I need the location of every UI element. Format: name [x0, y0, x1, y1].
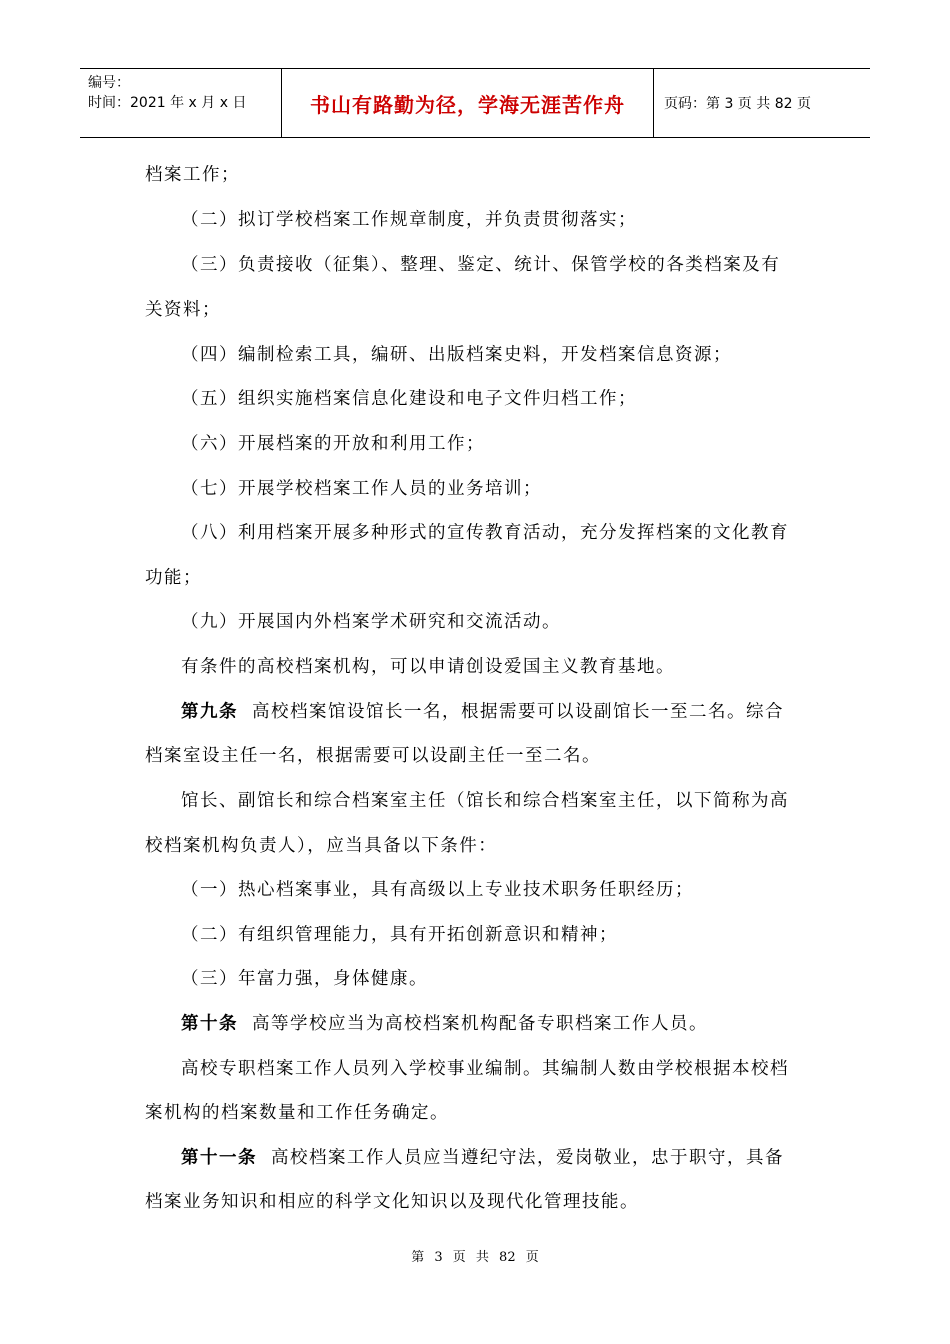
article-line — [181, 698, 784, 723]
page-info-text: 页码：第 3 页 共 82 页 — [664, 96, 811, 112]
paragraph-line: 关资料； — [145, 300, 221, 320]
paragraph-line: （一）热心档案事业，具有高级以上专业技术职务任职经历； — [181, 880, 694, 900]
paragraph-line: （九）开展国内外档案学术研究和交流活动。 — [181, 612, 561, 632]
header-meta — [80, 69, 282, 137]
paragraph-line: 案机构的档案数量和工作任务确定。 — [145, 1103, 449, 1123]
header-page-info — [654, 69, 870, 137]
paragraph-line: （五）组织实施档案信息化建设和电子文件归档工作； — [181, 389, 637, 409]
paragraph-line: 档案工作； — [145, 165, 240, 185]
article-9-text: 高校档案馆设馆长一名，根据需要可以设副馆长一至二名。综合 — [252, 702, 784, 722]
header-motto — [282, 69, 654, 137]
paragraph-line: 功能； — [145, 568, 202, 588]
paragraph-line: （四）编制检索工具，编研、出版档案史料，开发档案信息资源； — [181, 345, 732, 365]
paragraph-line: 馆长、副馆长和综合档案室主任（馆长和综合档案室主任，以下简称为高 — [181, 791, 789, 811]
paragraph-line: 档案室设主任一名，根据需要可以设副主任一至二名。 — [145, 746, 601, 766]
paragraph-line: 高校专职档案工作人员列入学校事业编制。其编制人数由学校根据本校档 — [181, 1059, 789, 1079]
article-line — [181, 1144, 784, 1169]
article-9-title: 第九条 — [181, 702, 238, 722]
paragraph-line: （七）开展学校档案工作人员的业务培训； — [181, 479, 542, 499]
motto-text: 书山有路勤为径，学海无涯苦作舟 — [310, 92, 625, 117]
page-footer: 第 3 页 共 82 页 — [411, 1250, 539, 1265]
page-header — [80, 68, 870, 138]
number-label: 编号： — [88, 75, 130, 91]
paragraph-line: （二）拟订学校档案工作规章制度，并负责贯彻落实； — [181, 210, 637, 230]
date-label: 时间：2021 年 x 月 x 日 — [88, 95, 247, 111]
paragraph-line: 校档案机构负责人），应当具备以下条件： — [145, 836, 498, 856]
article-10-text: 高等学校应当为高校档案机构配备专职档案工作人员。 — [252, 1014, 708, 1034]
paragraph-line: 有条件的高校档案机构，可以申请创设爱国主义教育基地。 — [181, 657, 675, 677]
article-11-title: 第十一条 — [181, 1148, 257, 1168]
paragraph-line: （三）年富力强，身体健康。 — [181, 969, 428, 989]
paragraph-line: （八）利用档案开展多种形式的宣传教育活动，充分发挥档案的文化教育 — [181, 523, 789, 543]
article-11-text: 高校档案工作人员应当遵纪守法，爱岗敬业，忠于职守，具备 — [271, 1148, 784, 1168]
paragraph-line: （三）负责接收（征集）、整理、鉴定、统计、保管学校的各类档案及有 — [181, 255, 781, 275]
paragraph-line: （二）有组织管理能力，具有开拓创新意识和精神； — [181, 925, 618, 945]
article-line — [181, 1010, 708, 1035]
article-10-title: 第十条 — [181, 1014, 238, 1034]
paragraph-line: （六）开展档案的开放和利用工作； — [181, 434, 485, 454]
paragraph-line: 档案业务知识和相应的科学文化知识以及现代化管理技能。 — [145, 1192, 639, 1212]
